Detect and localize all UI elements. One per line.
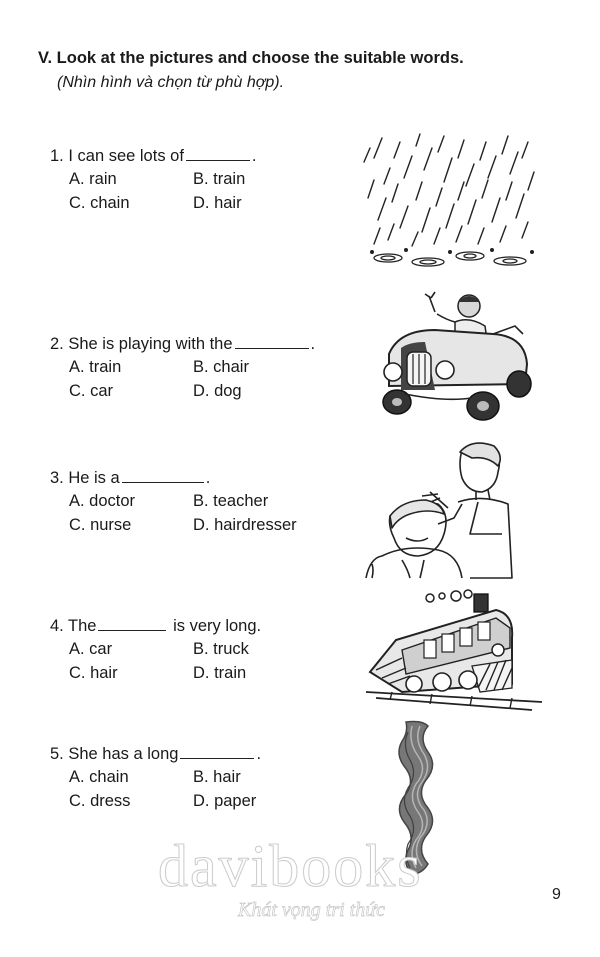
- option-b[interactable]: B. chair: [193, 358, 249, 376]
- stem-after: is very long.: [173, 617, 262, 635]
- watermark-tagline: Khát vọng tri thức: [238, 899, 386, 921]
- option-b[interactable]: B. teacher: [193, 492, 269, 510]
- option-c[interactable]: C. dress: [69, 792, 131, 810]
- option-c[interactable]: C. chain: [69, 194, 130, 212]
- answer-blank: [122, 468, 204, 483]
- question-stem: [50, 146, 350, 166]
- option-a[interactable]: A. doctor: [69, 492, 136, 510]
- option-c[interactable]: C. car: [69, 382, 114, 400]
- exercise-subheading: (Nhìn hình và chọn từ phù hợp).: [57, 74, 285, 91]
- option-c[interactable]: C. hair: [69, 664, 118, 682]
- answer-blank: [180, 744, 254, 759]
- option-a[interactable]: A. chain: [69, 768, 129, 786]
- option-a[interactable]: A. rain: [69, 170, 117, 188]
- stem-before: 2. She is playing with the: [50, 335, 233, 353]
- stem-after: .: [251, 147, 257, 165]
- question-1: [50, 146, 350, 220]
- exercise-heading: V. Look at the pictures and choose the suitable words.: [38, 49, 464, 67]
- option-d[interactable]: D. train: [193, 664, 247, 682]
- stem-before: 1. I can see lots of: [50, 147, 184, 165]
- option-d[interactable]: D. hair: [193, 194, 242, 212]
- page-number: 9: [552, 886, 561, 903]
- answer-blank: [235, 334, 309, 349]
- option-d[interactable]: D. dog: [193, 382, 242, 400]
- option-d[interactable]: D. hairdresser: [193, 516, 297, 534]
- option-b[interactable]: B. truck: [193, 640, 249, 658]
- option-b[interactable]: B. train: [193, 170, 246, 188]
- answer-blank: [98, 616, 166, 631]
- question-4: [50, 616, 350, 690]
- hairdresser-picture: [362, 438, 522, 586]
- stem-before: 5. She has a long: [50, 745, 179, 763]
- option-b[interactable]: B. hair: [193, 768, 241, 786]
- toy-car-picture: [375, 290, 535, 430]
- question-stem: [50, 744, 350, 764]
- question-stem: [50, 334, 350, 354]
- stem-before: 4. The: [50, 617, 97, 635]
- option-a[interactable]: A. train: [69, 358, 122, 376]
- stem-after: .: [205, 469, 211, 487]
- stem-after: .: [310, 335, 316, 353]
- watermark-logo: davibooks: [158, 833, 423, 899]
- question-3: [50, 468, 350, 542]
- stem-before: 3. He is a: [50, 469, 120, 487]
- answer-blank: [186, 146, 250, 161]
- option-a[interactable]: A. car: [69, 640, 113, 658]
- question-2: [50, 334, 350, 408]
- rain-picture: [360, 128, 540, 273]
- question-stem: [50, 616, 350, 636]
- stem-after: .: [256, 745, 262, 763]
- option-c[interactable]: C. nurse: [69, 516, 132, 534]
- option-d[interactable]: D. paper: [193, 792, 257, 810]
- question-5: [50, 744, 350, 818]
- question-stem: [50, 468, 350, 488]
- train-picture: [362, 588, 547, 713]
